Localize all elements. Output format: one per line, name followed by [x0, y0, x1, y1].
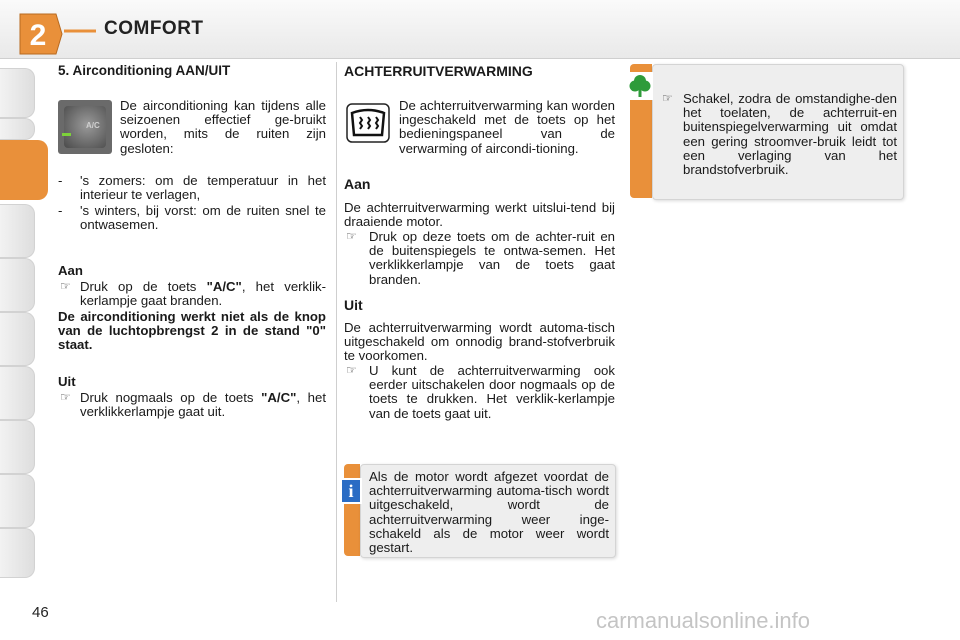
side-tab[interactable] — [0, 366, 35, 420]
rear-window-intro: De achterruitverwarming kan worden ingeschakeld met de toets op het bedieningspaneel van de verwarming of aircondi-tioning. — [399, 98, 615, 156]
aircon-on-text: Druk op de toets "A/C", het verklik-kerlampje gaat branden. — [80, 279, 326, 309]
ac-button-glyph: A/C — [86, 121, 100, 130]
section-title: COMFORT — [104, 18, 204, 39]
rear-window-on-text: De achterruitverwarming werkt uitslui-tend bij draaiende motor. — [344, 200, 615, 230]
hand-pointer-icon: ☞ — [662, 91, 673, 105]
side-tab[interactable] — [0, 204, 35, 258]
side-tab[interactable] — [0, 474, 35, 528]
rear-window-off-heading: Uit — [344, 297, 363, 313]
dash-item-winter: 's winters, bij vorst: om de ruiten snel te ontwasemen. — [80, 203, 326, 233]
ac-button-photo — [58, 100, 112, 154]
dash-marker: - — [58, 173, 63, 188]
rear-window-off-bullet: U kunt de achterruitverwarming ook eerder uitschakelen door nogmaals op de toets te drukken. Het verklik-kerlampje van de toets gaat uit. — [369, 363, 615, 421]
side-tab[interactable] — [0, 528, 35, 578]
rear-window-on-bullet: Druk op deze toets om de achter-ruit en de buitenspiegels te ontwa-semen. Het verklikkerlampje van de toets gaat branden. — [369, 229, 615, 287]
aircon-warning: De airconditioning werkt niet als de knop van de luchtopbrengst 2 in de stand "0" staat. — [58, 309, 326, 353]
chapter-number: 2 — [29, 19, 47, 52]
page-number: 46 — [32, 604, 49, 621]
aircon-intro: De airconditioning kan tijdens alle seizoenen effectief ge-bruikt worden, mits de ruiten zijn gesloten: — [120, 98, 326, 156]
dash-marker: - — [58, 203, 63, 218]
rear-window-off-text: De achterruitverwarming wordt automa-tisch uitgeschakeld om onnodig brand-stofverbruik te voorkomen. — [344, 320, 615, 364]
hand-pointer-icon: ☞ — [346, 229, 357, 243]
dash-item-summer: 's zomers: om de temperatuur in het interieur te verlagen, — [80, 173, 326, 203]
aircon-on-heading: Aan — [58, 263, 83, 278]
hand-pointer-icon: ☞ — [346, 363, 357, 377]
side-tab[interactable] — [0, 68, 35, 118]
side-tab-active[interactable] — [0, 140, 48, 200]
rear-window-heading: ACHTERRUITVERWARMING — [344, 63, 533, 79]
info-icon: i — [340, 478, 362, 504]
header-arrow-icon — [64, 24, 104, 38]
leaf-icon — [627, 72, 653, 100]
side-tab[interactable] — [0, 118, 35, 140]
side-tab[interactable] — [0, 420, 35, 474]
aircon-heading: 5. Airconditioning AAN/UIT — [58, 63, 231, 78]
aircon-off-text: Druk nogmaals op de toets "A/C", het verklikkerlampje gaat uit. — [80, 390, 326, 420]
rear-window-on-heading: Aan — [344, 176, 371, 192]
hand-pointer-icon: ☞ — [60, 279, 71, 293]
column-divider — [336, 62, 337, 602]
side-tab[interactable] — [0, 312, 35, 366]
side-tab[interactable] — [0, 258, 35, 312]
watermark: carmanualsonline.info — [596, 608, 811, 633]
info-box-text: Als de motor wordt afgezet voordat de achterruitverwarming automa-tisch wordt uitgeschakeld, wordt de achterruitverwarming weer inge-schakeld als de motor weer wordt gestart. — [369, 469, 609, 556]
rear-defrost-icon — [346, 103, 390, 143]
eco-box-text: Schakel, zodra de omstandighe-den het toelaten, de achterruit-en buitenspiegelverwarming uit omdat een gering stroomver-bruik leidt tot een verlaging van het brandstofverbruik. — [683, 91, 897, 178]
hand-pointer-icon: ☞ — [60, 390, 71, 404]
chapter-badge-icon — [16, 10, 64, 58]
aircon-off-heading: Uit — [58, 374, 76, 389]
